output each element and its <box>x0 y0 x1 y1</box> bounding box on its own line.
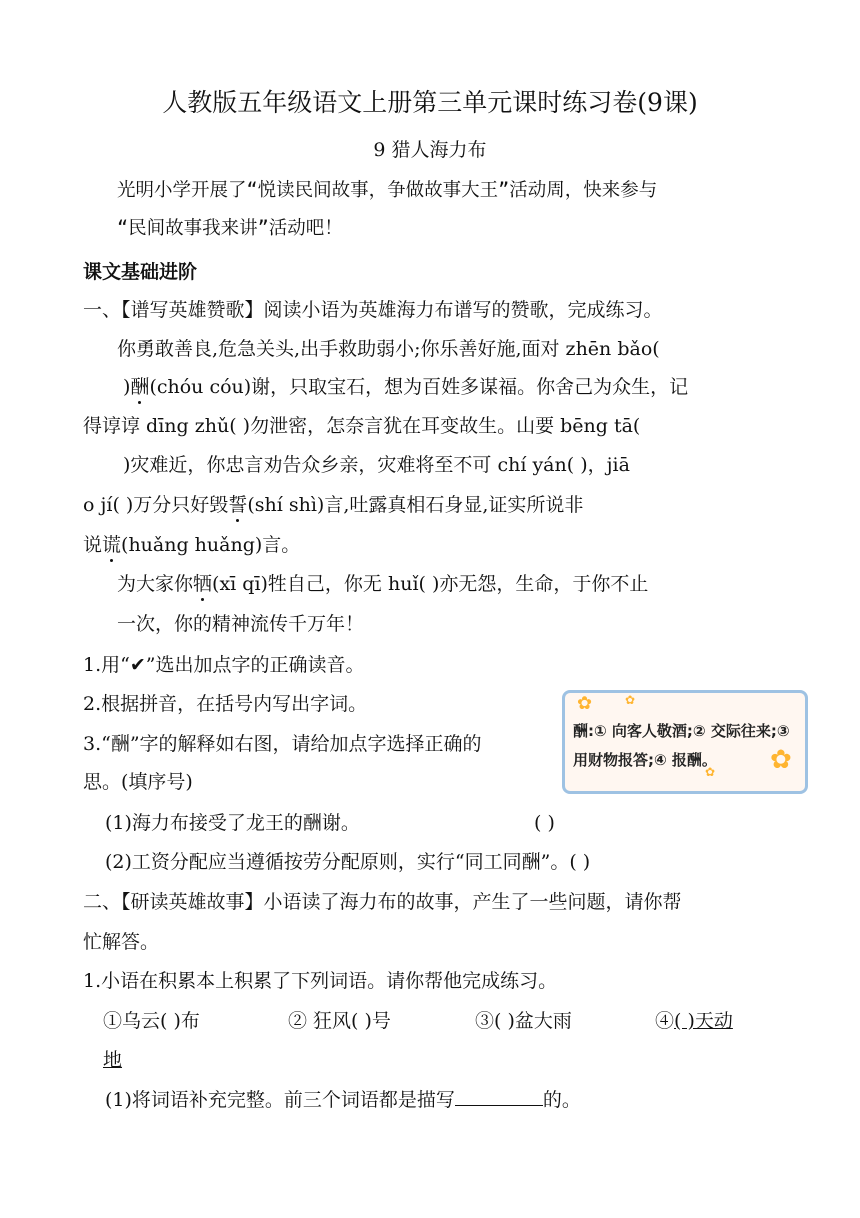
intro-line-1: 光明小学开展了“悦读民间故事，争做故事大王”活动周，快来参与 <box>117 180 658 201</box>
poem-line-7 <box>117 571 648 597</box>
subquestion-1 <box>105 1087 581 1113</box>
poem-text: 为大家你 <box>117 573 194 595</box>
word-item-1: ①乌云( )布 <box>103 1010 200 1032</box>
flower-icon: ✿ <box>770 745 792 775</box>
section-heading: 课文基础进阶 <box>83 261 198 283</box>
subquestion-text: (1)将词语补充完整。前三个词语都是描写 <box>105 1089 455 1111</box>
dotted-char: 誓 <box>228 494 248 516</box>
word-item-3: ③( )盆大雨 <box>475 1010 572 1032</box>
question-3-item-1: (1)海力布接受了龙王的酬谢。 <box>105 812 360 834</box>
subquestion-text: 的。 <box>542 1089 581 1111</box>
part2-heading-line-2: 忙解答。 <box>83 931 160 953</box>
poem-text: (huǎng huǎng)言。 <box>121 534 301 556</box>
word-number: ④ <box>655 1010 675 1032</box>
part1-heading: 一、【谱写英雄赞歌】阅读小语为英雄海力布谱写的赞歌，完成练习。 <box>83 299 663 321</box>
poem-text: (chóu cóu)谢，只取宝石，想为百姓多谋福。你舍己为众生，记 <box>149 376 689 398</box>
intro-line-2: “民间故事我来讲”活动吧！ <box>117 218 343 239</box>
part2-heading-line-1: 二、【研读英雄故事】小语读了海力布的故事，产生了一些问题，请你帮 <box>83 891 682 913</box>
dotted-char: 牺 <box>193 573 213 595</box>
question-3-item-2: (2)工资分配应当遵循按劳分配原则，实行“同工同酬”。( ) <box>105 851 591 873</box>
dotted-char: 谎 <box>102 534 122 556</box>
definition-card <box>562 690 808 794</box>
answer-paren: ( ) <box>534 812 555 834</box>
poem-line-5 <box>83 492 583 518</box>
poem-text: o jí( )万分只好毁 <box>83 494 229 516</box>
flower-icon: ✿ <box>577 693 593 714</box>
lesson-subtitle: 9 猎人海力布 <box>373 139 487 161</box>
poem-line-2 <box>123 374 688 400</box>
question-1: 1.用“✔”选出加点字的正确读音。 <box>83 654 365 676</box>
question-3-line-1: 3.“酬”字的解释如右图，请给加点字选择正确的 <box>83 733 482 755</box>
definition-text: 酬:① 向客人敬酒;② 交际往来;③ 用财物报答;④ 报酬。 <box>573 722 790 769</box>
poem-line-4: )灾难近，你忠言劝告众乡亲，灾难将至不可 chí yán( )，jiā <box>123 454 630 476</box>
word-item-4-cont: 地 <box>103 1049 123 1071</box>
question-2: 2.根据拼音，在括号内写出字词。 <box>83 693 368 715</box>
word-item-4 <box>655 1008 733 1034</box>
poem-line-6 <box>83 532 300 558</box>
word-item-2: ② 狂风( )号 <box>288 1010 391 1032</box>
poem-text: (xī qī)牲自己，你无 huǐ( )亦无怨，生命，于你不止 <box>212 573 649 595</box>
poem-line-3: 得谆谆 dīng zhǔ( )勿泄密，怎奈言犹在耳变故生。山要 bēng tā( <box>83 415 641 437</box>
part2-question-1: 1.小语在积累本上积累了下列词语。请你帮他完成练习。 <box>83 970 558 992</box>
answer-blank[interactable] <box>455 1087 543 1106</box>
poem-text: (shí shì)言,吐露真相石身显,证实所说非 <box>247 494 584 516</box>
poem-line-8: 一次，你的精神流传千万年！ <box>117 613 365 635</box>
word-text: ( )天动 <box>674 1010 733 1032</box>
poem-text: 说 <box>83 534 103 556</box>
flower-icon: ✿ <box>625 693 636 707</box>
page-title: 人教版五年级语文上册第三单元课时练习卷(9课) <box>162 88 698 117</box>
poem-text: ) <box>123 376 131 398</box>
poem-line-1: 你勇敢善良,危急关头,出手救助弱小;你乐善好施,面对 zhēn bǎo( <box>117 338 660 360</box>
question-3-line-2: 思。(填序号) <box>83 771 193 793</box>
flower-icon: ✿ <box>705 765 716 779</box>
dotted-char: 酬 <box>130 376 150 398</box>
